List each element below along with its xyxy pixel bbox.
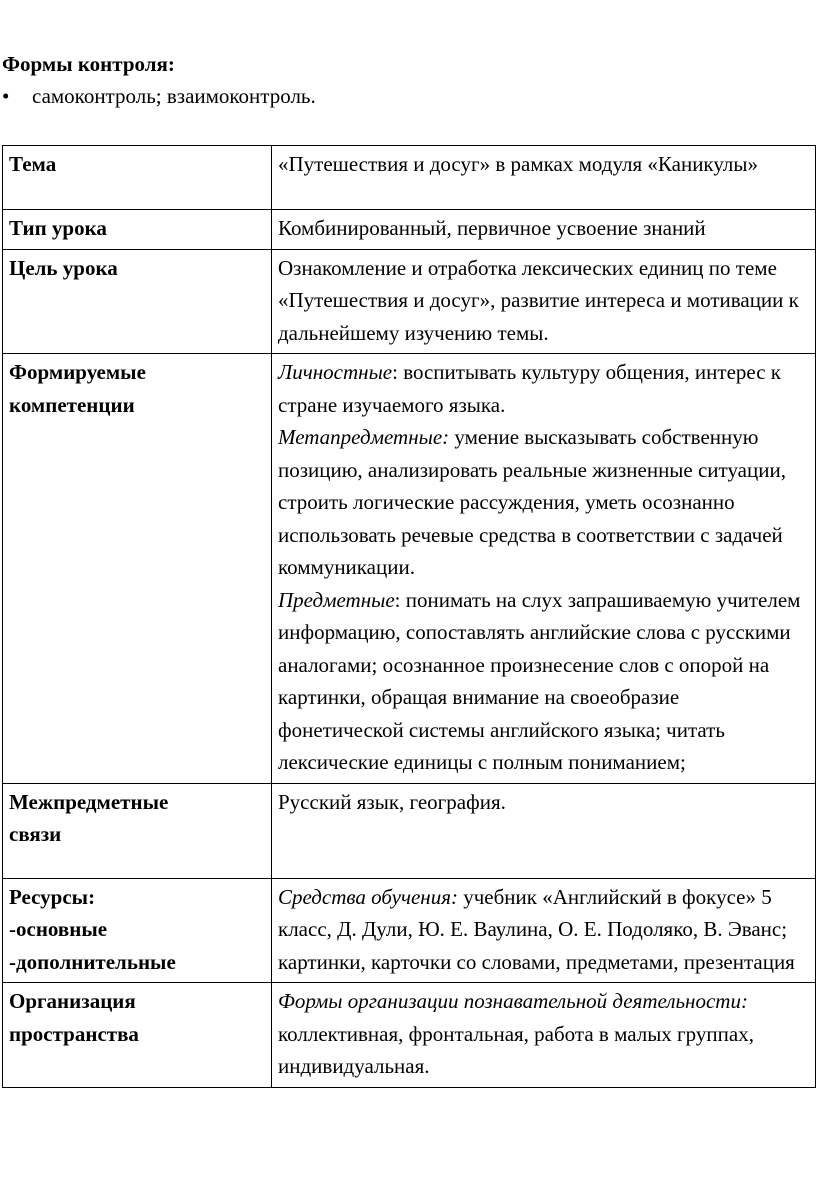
resources-value-title: Средства обучения: bbox=[278, 884, 458, 909]
space-value-title: Формы организации познавательной деятельности: bbox=[278, 989, 748, 1013]
lesson-type-label: Тип урока bbox=[3, 210, 272, 250]
table-row-competences bbox=[3, 354, 816, 784]
personal-competence bbox=[278, 356, 809, 421]
lesson-plan-table bbox=[2, 145, 816, 1088]
subject-text: : понимать на слух запрашиваемую учителем информацию, сопоставлять английские слова с русскими аналогами; осознанное произнесение слов с опорой на картинки, обращая внимание на своеобразие фонетической системы английского языка; читать лексические единицы с полным пониманием; bbox=[278, 587, 801, 774]
bullet-marker: • bbox=[2, 84, 10, 108]
competences-label-line2: компетенции bbox=[9, 392, 135, 417]
table-row-interdisciplinary bbox=[3, 783, 816, 878]
interdisciplinary-value: Русский язык, география. bbox=[272, 783, 816, 878]
subject-title: Предметные bbox=[278, 587, 395, 612]
resources-label-line1: Ресурсы: bbox=[9, 884, 96, 909]
table-row-resources bbox=[3, 878, 816, 983]
table-row-space bbox=[3, 983, 816, 1088]
subject-competence bbox=[278, 584, 809, 779]
personal-text: : воспитывать культуру общения, интерес к стране изучаемого языка. bbox=[278, 360, 782, 417]
personal-title: Личностные bbox=[278, 360, 393, 384]
control-forms-heading: Формы контроля: bbox=[2, 52, 175, 76]
control-forms-text: самоконтроль; взаимоконтроль. bbox=[32, 84, 316, 108]
lesson-type-value: Комбинированный, первичное усвоение знаний bbox=[272, 210, 816, 250]
resources-value bbox=[272, 878, 816, 983]
table-row-goal bbox=[3, 249, 816, 354]
meta-competence bbox=[278, 421, 809, 584]
meta-title: Метапредметные: bbox=[278, 425, 450, 449]
competences-value bbox=[272, 354, 816, 784]
goal-label: Цель урока bbox=[3, 249, 272, 354]
space-value bbox=[272, 983, 816, 1088]
resources-label bbox=[3, 878, 272, 983]
theme-value: «Путешествия и досуг» в рамках модуля «Каникулы» bbox=[272, 146, 816, 210]
resources-label-line3: -дополнительные bbox=[9, 949, 176, 974]
goal-value: Ознакомление и отработка лексических единиц по теме «Путешествия и досуг», развитие интереса и мотивации к дальнейшему изучению темы. bbox=[272, 249, 816, 354]
table-row-theme bbox=[3, 146, 816, 210]
theme-label: Тема bbox=[3, 146, 272, 210]
meta-text: умение высказывать собственную позицию, анализировать реальные жизненные ситуации, строить логические рассуждения, уметь осознанно использовать речевые средства в соответствии с задачей коммуникации. bbox=[278, 425, 786, 579]
interdisciplinary-label bbox=[3, 783, 272, 878]
space-label bbox=[3, 983, 272, 1088]
interdisciplinary-label-line2: связи bbox=[9, 822, 62, 846]
control-forms-bullet bbox=[2, 84, 316, 109]
resources-label-line2: -основные bbox=[9, 917, 108, 941]
space-value-text: коллективная, фронтальная, работа в малых группах, индивидуальная. bbox=[278, 1021, 754, 1078]
interdisciplinary-label-line1: Межпредметные bbox=[9, 789, 169, 814]
competences-label-line1: Формируемые bbox=[9, 360, 146, 384]
competences-label bbox=[3, 354, 272, 784]
space-label-line1: Организация bbox=[9, 989, 136, 1013]
resources-value-text: учебник «Английский в фокусе» 5 класс, Д. Дули, Ю. Е. Ваулина, О. Е. Подоляко, В. Эванс; картинки, карточки со словами, предметами, презентация bbox=[278, 884, 795, 974]
table-row-lesson-type bbox=[3, 210, 816, 250]
space-label-line2: пространства bbox=[9, 1021, 139, 1046]
